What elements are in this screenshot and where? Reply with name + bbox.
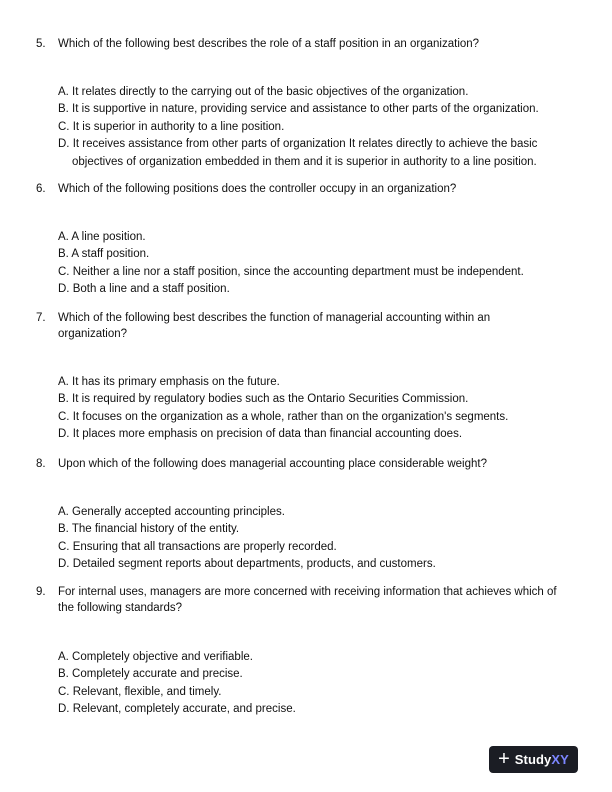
option-b: B. Completely accurate and precise. xyxy=(58,668,243,681)
option-a: A. It relates directly to the carrying out of the basic objectives of the organization. xyxy=(58,86,469,98)
question-text: Which of the following positions does the controller occupy in an organization? xyxy=(58,183,457,195)
logo-study-text: Study xyxy=(514,752,552,767)
option-c: C. It is superior in authority to a line position. xyxy=(58,120,285,133)
option-list xyxy=(58,649,578,719)
option-d: D. It places more emphasis on precision of data than financial accounting does. xyxy=(58,428,463,441)
question-number: 6. xyxy=(36,183,46,195)
option-c: C. It focuses on the organization as a whole, rather than on the organization's segments. xyxy=(58,410,509,423)
option-b: B. A staff position. xyxy=(58,248,150,261)
question-number: 5. xyxy=(36,38,46,50)
option-d: D. Relevant, completely accurate, and precise. xyxy=(58,703,296,716)
option-c: C. Neither a line nor a staff position, since the accounting department must be independent. xyxy=(58,265,524,278)
question-text: For internal uses, managers are more concerned with receiving information that achieves which of the following standards? xyxy=(58,586,557,614)
logo-wordmark xyxy=(515,752,569,767)
question-number: 7. xyxy=(36,312,46,324)
option-c: C. Relevant, flexible, and timely. xyxy=(58,685,222,698)
question-text: Upon which of the following does managerial accounting place considerable weight? xyxy=(58,458,487,470)
option-b: B. It is required by regulatory bodies such as the Ontario Securities Commission. xyxy=(58,393,469,406)
studyxy-logo xyxy=(489,746,578,773)
option-list xyxy=(58,84,578,171)
option-c: C. Ensuring that all transactions are properly recorded. xyxy=(58,540,337,553)
option-a: A. Generally accepted accounting principles. xyxy=(58,506,285,518)
option-b: B. The financial history of the entity. xyxy=(58,523,240,536)
option-b: B. It is supportive in nature, providing service and assistance to other parts of the organization. xyxy=(58,103,539,116)
option-list xyxy=(58,229,578,299)
option-d: D. Detailed segment reports about departments, products, and customers. xyxy=(58,558,436,571)
option-a: A. It has its primary emphasis on the future. xyxy=(58,376,280,388)
option-list xyxy=(58,374,578,444)
option-list xyxy=(58,504,578,574)
question-text: Which of the following best describes the role of a staff position in an organization? xyxy=(58,38,480,50)
option-d: D. It receives assistance from other parts of organization It relates directly to achieve the basic objectives of organization embedded in them and it is superior in authority to a line position. xyxy=(58,138,538,168)
option-a: A. A line position. xyxy=(58,231,146,243)
plus-icon: + xyxy=(498,747,510,770)
question-text: Which of the following best describes the function of managerial accounting within an organization? xyxy=(58,312,491,340)
logo-xy-text: XY xyxy=(551,752,569,767)
option-a: A. Completely objective and verifiable. xyxy=(58,651,253,663)
question-number: 8. xyxy=(36,458,46,470)
option-d: D. Both a line and a staff position. xyxy=(58,283,230,296)
question-number: 9. xyxy=(36,586,46,598)
